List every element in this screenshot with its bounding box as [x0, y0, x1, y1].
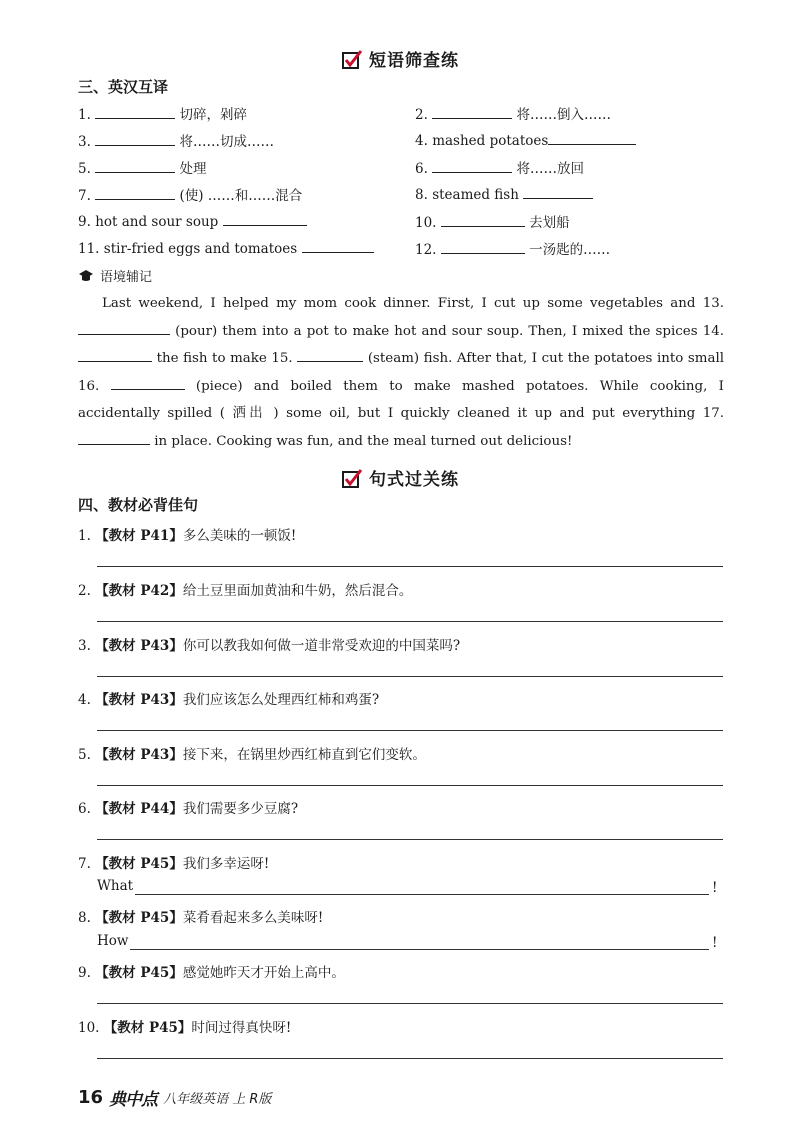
section-title: 短语筛查练 — [369, 51, 459, 71]
sentence-item: 9. 【教材 P45】感觉她昨天才开始上高中。 — [78, 965, 345, 981]
answer-blank[interactable] — [302, 238, 374, 253]
answer-line[interactable] — [135, 894, 709, 895]
sentence-item: 1. 【教材 P41】多么美味的一顿饭! — [78, 528, 297, 544]
answer-blank[interactable] — [95, 131, 175, 146]
sentence-lead: How — [97, 933, 129, 949]
answer-line[interactable] — [130, 949, 709, 950]
phrase-item: 3. 将……切成…… — [78, 130, 274, 150]
phrase-item: 10. 去划船 — [415, 211, 570, 231]
phrase-item: 12. 一汤匙的…… — [415, 238, 610, 258]
answer-blank[interactable] — [297, 348, 363, 362]
brand-logo: 典中点 — [109, 1090, 158, 1110]
answer-line[interactable] — [97, 676, 723, 677]
answer-blank[interactable] — [78, 348, 152, 362]
answer-blank[interactable] — [223, 211, 307, 226]
sentence-end: ! — [712, 880, 718, 896]
book-title: 八年级英语 上 R版 — [163, 1092, 272, 1107]
answer-blank[interactable] — [548, 130, 636, 145]
phrase-item: 7. (使) ……和……混合 — [78, 184, 302, 204]
graduation-cap-icon — [78, 269, 94, 283]
sentence-item: 5. 【教材 P43】接下来，在锅里炒西红柿直到它们变软。 — [78, 747, 426, 763]
answer-blank[interactable] — [95, 104, 175, 119]
answer-blank[interactable] — [432, 158, 512, 173]
answer-line[interactable] — [97, 566, 723, 567]
answer-blank[interactable] — [78, 431, 150, 445]
answer-blank[interactable] — [78, 321, 170, 335]
context-paragraph: Last weekend, I helped my mom cook dinner. First, I cut up some vegetables and 13. (pour) them into a pot to make hot and sour soup. Then, I mixed the spices 14. the fish to make 15. (steam) fish. After that, I cut the potatoes into small 16. (piece) and boiled them to make mashed potatoes. While cooking, I accidentally spilled ( 洒出 ) some oil, but I quickly cleaned it up and put everything 17. in place. Cooking was fun, and the meal turned out delicious! — [78, 296, 725, 449]
answer-blank[interactable] — [111, 376, 185, 390]
phrase-item: 11. stir-fried eggs and tomatoes — [78, 238, 374, 257]
phrase-item: 2. 将……倒入…… — [415, 103, 611, 123]
sentence-item: 10. 【教材 P45】时间过得真快呀! — [78, 1020, 292, 1036]
section-header-phrases — [0, 46, 800, 73]
sentence-item: 8. 【教材 P45】菜肴看起来多么美味呀! — [78, 910, 324, 926]
answer-line[interactable] — [97, 621, 723, 622]
phrase-item: 1. 切碎，剁碎 — [78, 103, 247, 123]
context-hint — [78, 266, 152, 285]
part-title-translation: 三、英汉互译 — [78, 78, 169, 96]
sentence-end: ! — [712, 935, 718, 951]
answer-blank[interactable] — [523, 184, 593, 199]
section-title: 句式过关练 — [369, 470, 459, 490]
sentence-item: 4. 【教材 P43】我们应该怎么处理西红柿和鸡蛋? — [78, 692, 380, 708]
sentence-lead: What — [97, 878, 134, 894]
phrase-item: 4. mashed potatoes — [415, 130, 636, 149]
sentence-item: 7. 【教材 P45】我们多幸运呀! — [78, 856, 270, 872]
part-title-sentences: 四、教材必背佳句 — [78, 496, 199, 514]
check-icon — [341, 468, 361, 488]
answer-blank[interactable] — [432, 104, 512, 119]
hint-label: 语境辅记 — [100, 270, 153, 285]
answer-line[interactable] — [97, 730, 723, 731]
answer-blank[interactable] — [95, 158, 175, 173]
answer-line[interactable] — [97, 1003, 723, 1004]
answer-line[interactable] — [97, 839, 723, 840]
answer-line[interactable] — [97, 785, 723, 786]
answer-blank[interactable] — [441, 212, 525, 227]
page-footer — [78, 1085, 271, 1110]
check-icon — [341, 49, 361, 69]
answer-line[interactable] — [97, 1058, 723, 1059]
sentence-item: 2. 【教材 P42】给土豆里面加黄油和牛奶，然后混合。 — [78, 583, 413, 599]
section-header-sentences — [0, 465, 800, 492]
page-number: 16 — [78, 1087, 104, 1108]
answer-blank[interactable] — [441, 239, 525, 254]
phrase-item: 6. 将……放回 — [415, 157, 584, 177]
answer-blank[interactable] — [95, 185, 175, 200]
phrase-item: 5. 处理 — [78, 157, 206, 177]
sentence-item: 3. 【教材 P43】你可以教我如何做一道非常受欢迎的中国菜吗? — [78, 638, 461, 654]
phrase-item: 9. hot and sour soup — [78, 211, 307, 230]
sentence-item: 6. 【教材 P44】我们需要多少豆腐? — [78, 801, 299, 817]
phrase-item: 8. steamed fish — [415, 184, 593, 203]
